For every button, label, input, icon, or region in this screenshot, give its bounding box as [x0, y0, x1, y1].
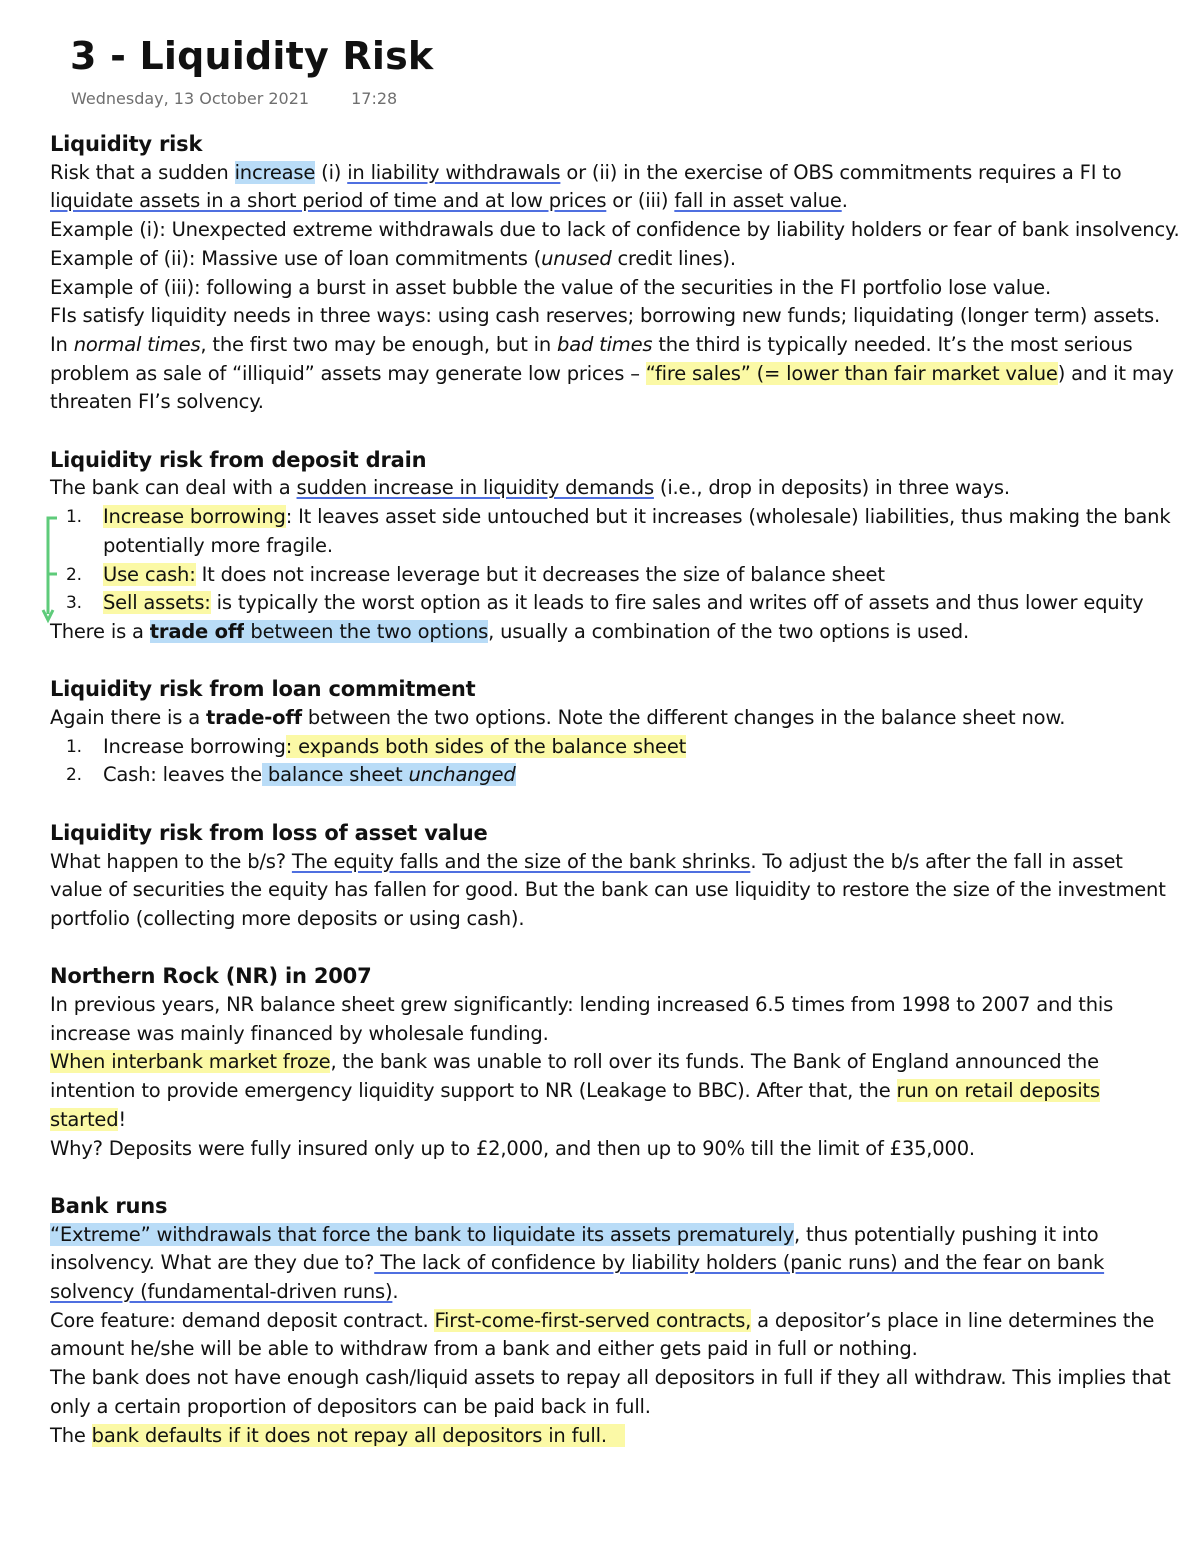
section-loan-commitment	[50, 675, 1180, 790]
underline-withdrawals: in liability withdrawals	[347, 160, 561, 184]
asset-value-paragraph: What happen to the b/s? The equity falls and the size of the bank shrinks. To adjust the b/s after the fall in asset value of securities the equity has fallen for good. But the bank can use liquidity to restore the size of the investment portfolio (collecting more deposits or using cash).	[50, 849, 1166, 930]
highlight-increase: increase	[234, 160, 316, 184]
page-title: 3 - Liquidity Risk	[70, 34, 434, 78]
highlight-trade-off: trade off	[149, 619, 245, 643]
underline-fall: fall in asset value	[674, 189, 842, 213]
deposit-drain-list	[50, 503, 1180, 618]
section-deposit-drain	[50, 446, 1180, 647]
highlight-unchanged: balance sheet unchanged	[261, 763, 516, 787]
underline-lack-of-confidence: The lack of confidence by liability holders (panic runs) and the fear on bank solvency (fundamental-driven runs)	[50, 1251, 1105, 1304]
default-paragraph: The bank defaults if it does not repay all depositors in full.	[50, 1423, 625, 1447]
highlight-run: run on retail deposits started	[50, 1079, 1100, 1131]
list-item: 2. Cash: leaves the balance sheet unchanged	[66, 763, 516, 787]
highlight-use-cash: Use cash:	[103, 562, 196, 586]
highlight-fire-sales: “fire sales” (= lower than fair market value	[645, 361, 1058, 385]
heading-liquidity-risk: Liquidity risk	[50, 132, 203, 156]
cash-paragraph: The bank does not have enough cash/liquid assets to repay all depositors in full if they all withdraw. This implies that only a certain proportion of depositors can be paid back in full.	[50, 1366, 1171, 1418]
normal-times-paragraph: In normal times, the first two may be enough, but in bad times the third is typically needed. It’s the most serious problem as sale of “illiquid” assets may generate low prices – “fire sales” (= lower than fair market value) and it may threaten FI’s solvency.	[50, 332, 1174, 414]
heading-bank-runs: Bank runs	[50, 1193, 168, 1218]
heading-northern-rock: Northern Rock (NR) in 2007	[50, 964, 372, 989]
section-asset-value	[50, 819, 1180, 934]
page-meta	[71, 89, 397, 108]
highlight-sell-assets: Sell assets:	[103, 591, 211, 615]
three-ways: FIs satisfy liquidity needs in three ways: using cash reserves; borrowing new funds; liquidating (longer term) assets.	[50, 304, 1160, 328]
page-date: Wednesday, 13 October 2021	[71, 89, 310, 108]
heading-asset-value: Liquidity risk from loss of asset value	[50, 820, 488, 845]
list-item: 1. Increase borrowing: It leaves asset side untouched but it increases (wholesale) liabilities, thus making the bank potentially more fragile.	[66, 505, 1171, 557]
heading-loan-commitment: Liquidity risk from loan commitment	[50, 677, 476, 702]
loan-commitment-intro: Again there is a trade-off between the two options. Note the different changes in the balance sheet now.	[50, 706, 1066, 730]
loan-commitment-list	[50, 733, 1180, 790]
section-northern-rock	[50, 962, 1180, 1163]
note-body	[50, 130, 1180, 1479]
underline-sudden-increase: sudden increase in liquidity demands	[296, 476, 654, 500]
example-3: Example of (iii): following a burst in asset bubble the value of the securities in the FI portfolio lose value.	[50, 275, 1051, 299]
list-item: 3. Sell assets: is typically the worst option as it leads to fire sales and writes off of assets and thus lower equity	[66, 591, 1144, 615]
section-bank-runs	[50, 1192, 1180, 1450]
highlight-extreme: “Extreme” withdrawals that force the bank to liquidate its assets prematurely	[50, 1222, 795, 1246]
highlight-interbank: When interbank market froze	[50, 1050, 331, 1074]
core-feature: Core feature: demand deposit contract. First-come-first-served contracts, a depositor’s place in line determines the amount he/she will be able to withdraw from a bank and either gets paid in full or nothing.	[50, 1308, 1155, 1361]
underline-equity-falls: The equity falls and the size of the bank shrinks	[291, 849, 751, 873]
example-2: Example of (ii): Massive use of loan commitments (unused credit lines).	[50, 246, 736, 270]
highlight-expands: : expands both sides of the balance sheet	[285, 734, 687, 758]
heading-deposit-drain: Liquidity risk from deposit drain	[50, 447, 427, 472]
list-item: 2. Use cash: It does not increase leverage but it decreases the size of balance sheet	[66, 562, 885, 586]
nr-why: Why? Deposits were fully insured only up to £2,000, and then up to 90% till the limit of £35,000.	[50, 1136, 975, 1160]
trade-off-paragraph: There is a trade off between the two options, usually a combination of the two options is used.	[50, 619, 969, 643]
section-liquidity-risk	[50, 130, 1180, 417]
deposit-drain-intro: The bank can deal with a sudden increase in liquidity demands (i.e., drop in deposits) in three ways.	[50, 476, 1010, 500]
highlight-fcfs: First-come-first-served contracts,	[434, 1308, 752, 1332]
underline-liquidate: liquidate assets in a short period of time and at low prices	[50, 189, 607, 213]
definition-paragraph: Risk that a sudden increase (i) in liability withdrawals or (ii) in the exercise of OBS commitments requires a FI to liquidate assets in a short period of time and at low prices or (iii) fall in asset value.	[50, 160, 1122, 213]
nr-paragraph-1: In previous years, NR balance sheet grew significantly: lending increased 6.5 times from 1998 to 2007 and this increase was mainly financed by wholesale funding.	[50, 993, 1114, 1045]
highlight-default: bank defaults if it does not repay all depositors in full.	[91, 1423, 625, 1447]
bank-runs-paragraph: “Extreme” withdrawals that force the bank to liquidate its assets prematurely, thus potentially pushing it into insolvency. What are they due to? The lack of confidence by liability holders (panic runs) and the fear on bank solvency (fundamental-driven runs).	[50, 1222, 1105, 1304]
list-item: 1. Increase borrowing: expands both sides of the balance sheet	[66, 734, 687, 758]
page-time: 17:28	[351, 89, 398, 108]
nr-paragraph-2: When interbank market froze, the bank was unable to roll over its funds. The Bank of England announced the intention to provide emergency liquidity support to NR (Leakage to BBC). After that, the run on retail deposits started!	[50, 1050, 1100, 1131]
example-1: Example (i): Unexpected extreme withdrawals due to lack of confidence by liability holders or fear of bank insolvency.	[50, 218, 1180, 242]
highlight-increase-borrowing: Increase borrowing	[103, 505, 286, 529]
